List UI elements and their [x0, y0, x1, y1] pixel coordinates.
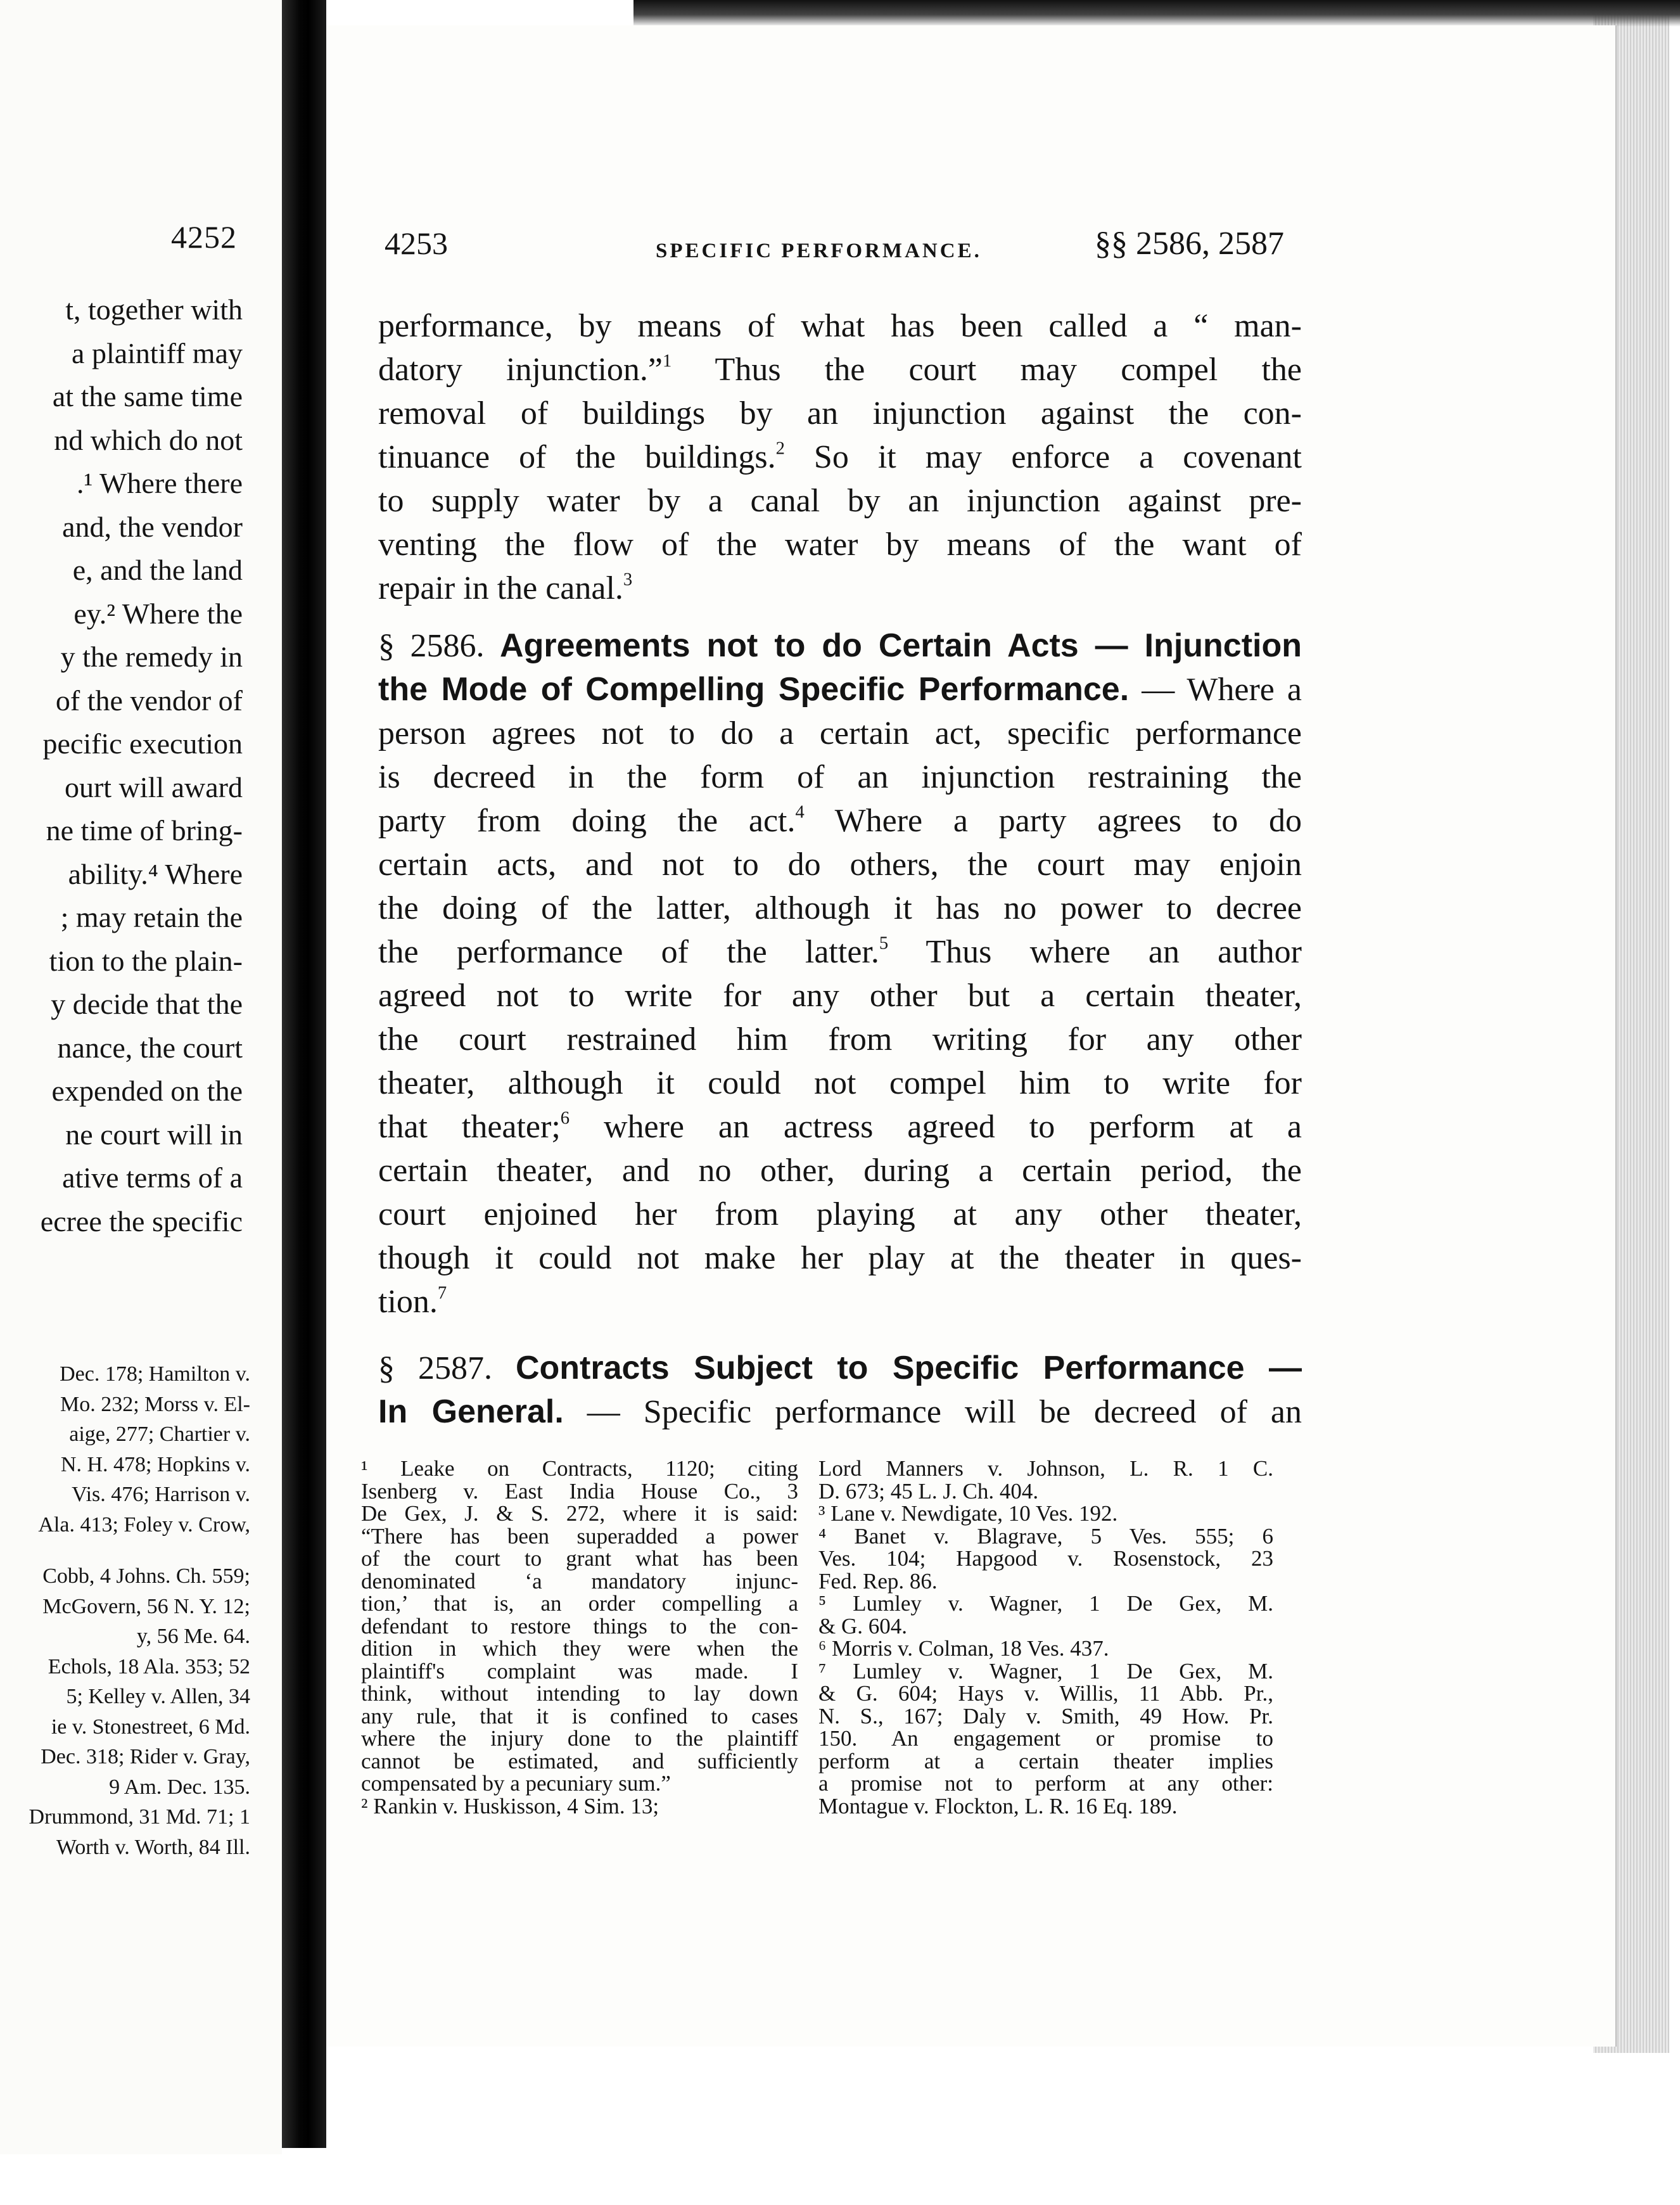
text-line — [378, 566, 1302, 610]
text-line — [378, 435, 1302, 479]
text-line — [378, 523, 1302, 566]
left-page-line: a plaintiff may — [72, 336, 243, 369]
right-page-number: 4253 — [385, 226, 448, 261]
footnote-line: tion,’ that is, an order compelling a — [361, 1591, 798, 1616]
text-line — [378, 392, 1302, 435]
left-footnote-line: 9 Am. Dec. 135. — [109, 1775, 250, 1799]
left-footnote-line: Dec. 178; Hamilton v. — [60, 1362, 250, 1386]
footnote-line: cannot be estimated, and sufficiently — [361, 1748, 798, 1774]
left-page — [0, 0, 282, 2154]
section-2586 — [378, 624, 1302, 1324]
text-run: theater, although it could not compel him to write for — [378, 1065, 1302, 1101]
section-2587-heading-line2 — [378, 1390, 1302, 1434]
left-page-line: pecific execution — [42, 727, 243, 760]
text-line — [378, 1236, 1302, 1280]
text-line — [378, 886, 1302, 930]
left-page-footnotes — [0, 1359, 250, 1862]
left-footnote-line: N. H. 478; Hopkins v. — [60, 1452, 250, 1476]
footnote-line: a promise not to perform at any other: — [818, 1771, 1273, 1796]
left-page-line: nance, the court — [57, 1031, 243, 1064]
text-run: tion. — [378, 1284, 438, 1320]
text-run: where an actress agreed to perform at a — [570, 1109, 1302, 1145]
section-2587-heading-line1 — [378, 1346, 1302, 1390]
section-2587-number: § 2587. — [378, 1350, 492, 1386]
text-run: Thus the court may compel the — [671, 352, 1302, 388]
footnote-line: where the injury done to the plaintiff — [361, 1726, 798, 1751]
text-line — [378, 1192, 1302, 1236]
left-footnote-line: y, 56 Me. 64. — [136, 1625, 250, 1648]
left-page-line: nd which do not — [54, 423, 243, 456]
text-run: the court restrained him from writing for any other — [378, 1021, 1302, 1058]
footnote-line: “There has been superadded a power — [361, 1523, 798, 1549]
footnote-line: ³ Lane v. Newdigate, 10 Ves. 192. — [818, 1501, 1118, 1526]
left-page-line: ne court will in — [65, 1118, 243, 1151]
section-2586-lead-in: — Where a — [1129, 672, 1302, 708]
text-run: the doing of the latter, although it has no power to decree — [378, 890, 1302, 926]
left-page-line: ability.⁴ Where — [68, 857, 243, 890]
footnotes-right-column — [818, 1457, 1273, 1817]
footnote-line: De Gex, J. & S. 272, where it is said: — [361, 1501, 798, 1526]
footnote-line: dition in which they were when the — [361, 1636, 798, 1661]
left-footnote-line: Dec. 318; Rider v. Gray, — [41, 1745, 250, 1768]
section-2586-body — [378, 712, 1302, 1324]
text-line — [378, 799, 1302, 843]
text-run: datory injunction.” — [378, 352, 663, 388]
top-shadow — [633, 0, 1680, 27]
footnote-line: D. 673; 45 L. J. Ch. 404. — [818, 1478, 1039, 1504]
text-run: person agrees not to do a certain act, specific performance — [378, 715, 1302, 751]
left-page-line: tion to the plain- — [49, 944, 243, 977]
left-page-line: ne time of bring- — [46, 814, 243, 847]
left-page-line: ey.² Where the — [73, 597, 243, 630]
footnote-marker: 5 — [879, 933, 889, 954]
left-footnote-line: Echols, 18 Ala. 353; 52 — [48, 1654, 250, 1678]
section-2587-title-part1: Contracts Subject to Specific Performance — — [515, 1350, 1302, 1386]
footnote-line: Isenberg v. East India House Co., 3 — [361, 1478, 798, 1504]
left-page-line: at the same time — [52, 380, 243, 412]
text-line — [378, 479, 1302, 523]
text-line — [378, 974, 1302, 1018]
text-line — [378, 1280, 1302, 1324]
section-2587 — [378, 1346, 1302, 1434]
text-line — [378, 843, 1302, 886]
text-run: tinuance of the buildings. — [378, 439, 776, 475]
footnote-line: ⁴ Banet v. Blagrave, 5 Ves. 555; 6 — [818, 1523, 1273, 1549]
text-run: performance, by means of what has been called a “ man- — [378, 308, 1302, 344]
footnote-line: think, without intending to lay down — [361, 1681, 798, 1706]
left-page-line: y decide that the — [51, 988, 243, 1020]
left-page-line: e, and the land — [72, 554, 243, 586]
running-title: SPECIFIC PERFORMANCE. — [656, 240, 982, 262]
text-run: So it may enforce a covenant — [784, 439, 1302, 475]
footnote-line: N. S., 167; Daly v. Smith, 49 How. Pr. — [818, 1703, 1273, 1729]
left-footnote-line: Worth v. Worth, 84 Ill. — [56, 1835, 250, 1859]
left-page-line: ecree the specific — [40, 1205, 243, 1237]
left-footnote-line: Vis. 476; Harrison v. — [72, 1483, 250, 1506]
left-page-line: .¹ Where there — [77, 467, 243, 499]
footnote-line: & G. 604. — [818, 1613, 907, 1639]
footnote-line: perform at a certain theater implies — [818, 1748, 1273, 1774]
left-page-line: and, the vendor — [62, 510, 243, 543]
text-run: to supply water by a canal by an injunction against pre- — [378, 483, 1302, 519]
footnote-line: ⁶ Morris v. Colman, 18 Ves. 437. — [818, 1636, 1109, 1661]
footnote-line: ⁵ Lumley v. Wagner, 1 De Gex, M. — [818, 1591, 1273, 1616]
left-footnote-line: aige, 277; Chartier v. — [69, 1422, 250, 1446]
text-line — [378, 712, 1302, 755]
left-page-line: t, together with — [65, 293, 243, 326]
text-line — [378, 930, 1302, 974]
section-2586-heading-line1 — [378, 624, 1302, 668]
left-page-line: ative terms of a — [62, 1161, 243, 1194]
footnote-line: ⁷ Lumley v. Wagner, 1 De Gex, M. — [818, 1658, 1273, 1684]
footnote-line: denominated ‘a mandatory injunc- — [361, 1568, 798, 1594]
text-line — [378, 1105, 1302, 1149]
left-page-line: y the remedy in — [60, 641, 243, 673]
footnote-line: Fed. Rep. 86. — [818, 1568, 938, 1594]
text-run: agreed not to write for any other but a certain theater, — [378, 978, 1302, 1014]
text-run: court enjoined her from playing at any other theater, — [378, 1196, 1302, 1232]
footnote-line: defendant to restore things to the con- — [361, 1613, 798, 1639]
footnotes-left-column — [361, 1457, 798, 1817]
book-gutter — [282, 0, 326, 2205]
text-line — [378, 755, 1302, 799]
section-2586-number: § 2586. — [378, 628, 485, 664]
footnote-line: of the court to grant what has been — [361, 1546, 798, 1571]
text-run: Thus where an author — [888, 934, 1302, 970]
footnote-marker: 7 — [437, 1283, 447, 1303]
text-line — [378, 1149, 1302, 1192]
text-run: party from doing the act. — [378, 803, 796, 839]
left-footnote-line: Ala. 413; Foley v. Crow, — [38, 1512, 250, 1537]
section-2587-lead-in: — Specific performance will be decreed of an — [563, 1394, 1302, 1430]
text-line — [378, 348, 1302, 392]
left-page-line: expended on the — [51, 1075, 243, 1107]
left-footnote-line: Cobb, 4 Johns. Ch. 559; — [42, 1564, 250, 1588]
footnote-marker: 6 — [560, 1108, 570, 1128]
footnote-marker: 2 — [775, 438, 785, 459]
left-page-body — [0, 288, 243, 1243]
left-page-line: ourt will award — [64, 770, 243, 803]
footnote-line: 150. An engagement or promise to — [818, 1726, 1273, 1751]
text-run: though it could not make her play at the theater in ques- — [378, 1240, 1302, 1276]
footnote-line: plaintiff's complaint was made. I — [361, 1658, 798, 1684]
footnote-line: Montague v. Flockton, L. R. 16 Eq. 189. — [818, 1793, 1178, 1818]
footnote-line: Lord Manners v. Johnson, L. R. 1 C. — [818, 1456, 1273, 1481]
text-line — [378, 1018, 1302, 1061]
text-run: venting the flow of the water by means of the want of — [378, 527, 1302, 563]
text-line — [378, 304, 1302, 348]
left-footnote-line: Mo. 232; Morss v. El- — [60, 1392, 250, 1416]
left-footnote-line: McGovern, 56 N. Y. 12; — [42, 1594, 250, 1618]
text-run: removal of buildings by an injunction against the con- — [378, 395, 1302, 431]
footnote-line: Ves. 104; Hapgood v. Rosenstock, 23 — [818, 1546, 1273, 1571]
left-footnote-line: ie v. Stonestreet, 6 Md. — [51, 1715, 250, 1739]
left-page-line: of the vendor of — [55, 684, 243, 717]
text-run: that theater; — [378, 1109, 561, 1145]
left-page-line: ; may retain the — [60, 901, 243, 933]
paragraph-continuation — [378, 304, 1302, 610]
footnote-marker: 4 — [795, 802, 805, 822]
footnote-line: & G. 604; Hays v. Willis, 11 Abb. Pr., — [818, 1681, 1273, 1706]
left-page-number: 4252 — [171, 219, 237, 255]
text-run: Where a party agrees to do — [804, 803, 1302, 839]
section-2586-heading-line2 — [378, 668, 1302, 712]
left-footnote-line — [0, 1540, 250, 1561]
footnote-line: any rule, that it is confined to cases — [361, 1703, 798, 1729]
text-run: certain theater, and no other, during a certain period, the — [378, 1153, 1302, 1189]
left-footnote-line: 5; Kelley v. Allen, 34 — [66, 1685, 250, 1708]
left-footnote-line: Drummond, 31 Md. 71; 1 — [29, 1805, 250, 1829]
text-line — [378, 1061, 1302, 1105]
footnote-line: ¹ Leake on Contracts, 1120; citing — [361, 1456, 798, 1481]
text-run: repair in the canal. — [378, 570, 623, 606]
text-run: is decreed in the form of an injunction restraining the — [378, 759, 1302, 795]
section-2586-title-part2: the Mode of Compelling Specific Performance. — [378, 671, 1130, 708]
footnote-marker: 3 — [623, 570, 633, 590]
section-2587-title-part2: In General. — [378, 1393, 564, 1430]
text-run: certain acts, and not to do others, the court may enjoin — [378, 847, 1302, 883]
section-range: §§ 2586, 2587 — [1095, 226, 1284, 262]
footnote-line: ² Rankin v. Huskisson, 4 Sim. 13; — [361, 1793, 659, 1818]
bottom-margin — [282, 2148, 1680, 2205]
section-2586-title-part1: Agreements not to do Certain Acts — Injunction — [500, 627, 1302, 664]
text-run: the performance of the latter. — [378, 934, 879, 970]
footnote-line: compensated by a pecuniary sum.” — [361, 1771, 671, 1796]
footnote-marker: 1 — [663, 351, 672, 371]
